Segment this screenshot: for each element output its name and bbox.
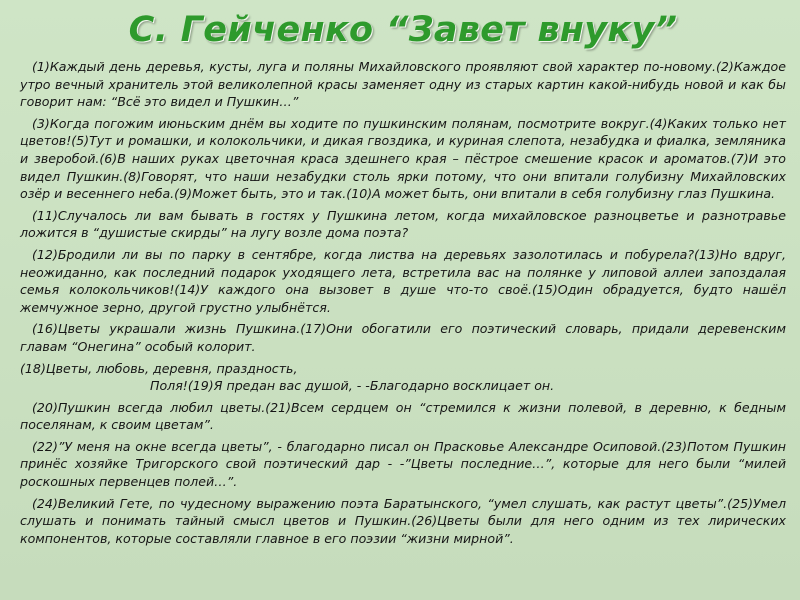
page-title: С. Гейченко “Завет внуку” [128, 10, 678, 50]
paragraph-3: (11)Случалось ли вам бывать в гостях у Пушкина летом, когда михайловское разноцветье и разнотравье ложится в “душистые скирды” на лугу возле дома поэта? [20, 207, 786, 241]
paragraph-1: (1)Каждый день деревья, кусты, луга и поляны Михайловского проявляют свой характер по-новому.(2)Каждое утро вечный хранитель этой великолепной красы заменяет одну из старых картин какой-нибудь новой и как бы говорит нам: “Всё это видел и Пушкин…” [20, 59, 786, 110]
paragraph-7: (22)”У меня на окне всегда цветы”, - благодарно писал он Прасковье Александре Осиповой.(23)Потом Пушкин принёс хозяйке Тригорского свой поэтический дар - -”Цветы последние…”, которые для него были “милей роскошных первенцев полей…”. [20, 438, 786, 490]
paragraph-2: (3)Когда погожим июньским днём вы ходите по пушкинским полянам, посмотрите вокруг.(4)Каких только нет цветов!(5)Тут и ромашки, и колокольчики, и дикая гвоздика, и куриная слепота, незабудка и фиалка, земляника и зверобой.(6)В наших руках цветочная краса здешнего края – пёстрое смешение красок и ароматов.(7)И это видел Пушкин.(8)Говорят, что наши незабудки столь ярки потому, что они впитали голубизну Михайловских озёр и весеннего неба.(9)Может быть, это и так.(10)А может быть, они впитали в себя голубизну глаз Пушкина. [20, 115, 786, 202]
verse-line-1: (18)Цветы, любовь, деревня, праздность, [20, 360, 298, 376]
paragraph-4: (12)Бродили ли вы по парку в сентябре, когда листва на деревьях зазолотилась и побурела?(13)Но вдруг, неожиданно, как последний подарок уходящего лета, встретила вас на полянке у липовой аллеи запоздалая семья колокольчиков!(14)У каждого она вызовет в душе что-то своё.(15)Один обрадуется, будто нашёл жемчужное зерно, другой грустно улыбнётся. [20, 246, 786, 315]
paragraph-6: (20)Пушкин всегда любил цветы.(21)Всем сердцем он “стремился к жизни полевой, в деревню, к бедным поселянам, к своим цветам”. [20, 399, 786, 433]
text-body [20, 58, 786, 547]
verse-line-2: Поля!(19)Я предан вас душой, - -Благодарно восклицает он. [150, 378, 555, 394]
paragraph-5: (16)Цветы украшали жизнь Пушкина.(17)Они обогатили его поэтический словарь, придали деревенским главам “Онегина” особый колорит. [20, 321, 786, 354]
paragraph-8: (24)Великий Гете, по чудесному выражению поэта Баратынского, “умел слушать, как растут цветы”.(25)Умел слушать и понимать тайный смысл цветов и Пушкин.(26)Цветы были для него одним из тех лирических компонентов, которые составляли главное в его поэзии “жизни мирной”. [20, 495, 786, 546]
